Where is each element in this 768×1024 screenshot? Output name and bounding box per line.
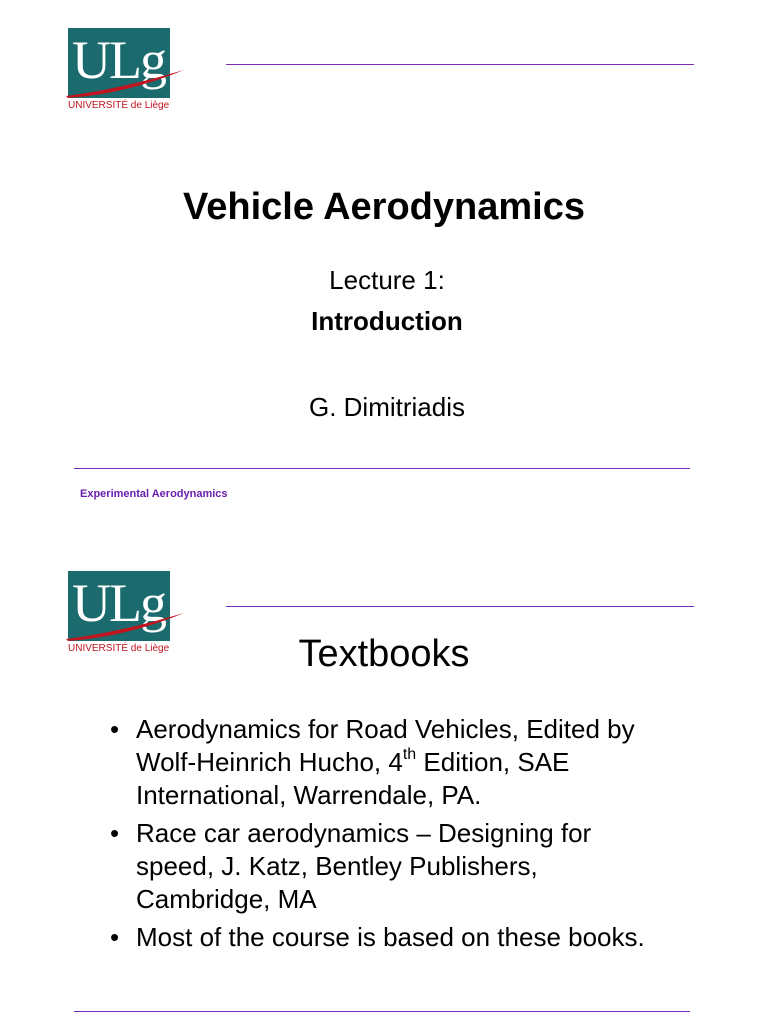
list-item-text: Race car aerodynamics – Designing for speed, J. Katz, Bentley Publishers, Cambridge, MA bbox=[136, 818, 592, 914]
footer-label: Experimental Aerodynamics bbox=[80, 488, 228, 500]
logo-swoosh-icon bbox=[66, 68, 186, 98]
list-item-text: Aerodynamics for Road Vehicles, Edited by Wolf-Heinrich Hucho, 4 bbox=[136, 714, 635, 777]
footer-divider bbox=[74, 1011, 690, 1012]
bullet-icon: • bbox=[110, 818, 120, 848]
lecture-number: Lecture 1: bbox=[329, 265, 445, 295]
header-divider bbox=[226, 64, 694, 65]
ulg-logo bbox=[66, 28, 186, 114]
list-item bbox=[110, 817, 670, 916]
list-item-text: Edition, SAE International, Warrendale, PA. bbox=[136, 747, 570, 810]
footer-divider bbox=[74, 468, 690, 469]
bullet-icon: • bbox=[110, 714, 120, 744]
textbooks-slide bbox=[0, 543, 768, 1024]
logo-caption: UNIVERSITÉ de Liège bbox=[68, 643, 170, 654]
slide-heading: Textbooks bbox=[298, 633, 470, 675]
list-item bbox=[110, 921, 670, 954]
logo-text: ULg bbox=[72, 573, 165, 633]
header-divider bbox=[226, 606, 694, 607]
list-item bbox=[110, 713, 670, 812]
author: G. Dimitriadis bbox=[308, 392, 465, 422]
list-item-text: Most of the course is based on these books. bbox=[136, 922, 645, 952]
superscript: th bbox=[402, 746, 417, 764]
slide-title: Vehicle Aerodynamics bbox=[182, 186, 585, 228]
bullet-icon: • bbox=[110, 922, 120, 952]
lecture-topic: Introduction bbox=[311, 306, 463, 336]
logo-caption: UNIVERSITÉ de Liège bbox=[68, 100, 170, 111]
textbook-list bbox=[110, 713, 670, 959]
logo-text: ULg bbox=[72, 30, 165, 90]
